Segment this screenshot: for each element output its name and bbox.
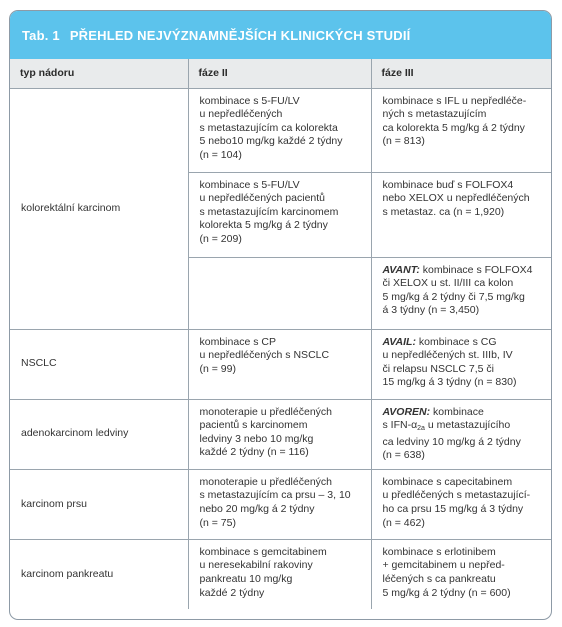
phase-2-cell: kombinace s 5-FU/LV u nepředléčených s metastazujícím ca kolorekta 5 nebo10 mg/kg každé 2 týdny (n = 104) (188, 88, 371, 172)
phase-3-cell: kombinace buď s FOLFOX4 nebo XELOX u nepředléčených s metastaz. ca (n = 1,920) (371, 172, 552, 257)
table-title-bar (10, 11, 551, 59)
table-title: PŘEHLED NEJVÝZNAMNĚJŠÍCH KLINICKÝCH STUDIÍ (69, 27, 411, 43)
header-phase-3: fáze III (371, 59, 552, 88)
trial-name: AVANT: (382, 263, 420, 276)
tumor-type-cell: NSCLC (10, 329, 188, 399)
table-row (10, 399, 552, 469)
tumor-type-cell: kolorektální karcinom (10, 88, 188, 329)
header-tumor-type: typ nádoru (10, 59, 188, 88)
phase-3-cell: kombinace s erlotinibem + gemcitabinem u nepřed- léčených s ca pankreatu 5 mg/kg á 2 týdny (n = 600) (382, 545, 511, 599)
table-frame (9, 10, 552, 620)
phase-3-cell: AVANT: kombinace s FOLFOX4 či XELOX u st. II/III ca kolon 5 mg/kg á 2 týdny či 7,5 mg/kg á 3 týdny (n = 3,450) (371, 257, 552, 329)
trial-name: AVOREN: (382, 405, 431, 418)
clinical-trials-table (10, 59, 552, 609)
phase-3-cell: kombinace s capecitabinem u předléčených s metastazující- ho ca prsu 15 mg/kg á 3 týdny (n = 462) (371, 469, 552, 539)
trial-name: AVAIL: (382, 335, 416, 348)
tumor-type-cell: karcinom prsu (10, 469, 188, 539)
phase-2-cell: monoterapie u předléčených pacientů s karcinomem ledviny 3 nebo 10 mg/kg každé 2 týdny (n = 116) (188, 399, 371, 469)
phase-2-cell: kombinace s CP u nepředléčených s NSCLC (n = 99) (188, 329, 371, 399)
table-row (10, 469, 552, 539)
table-row (10, 329, 552, 399)
phase-2-cell: monoterapie u předléčených s metastazujícím ca prsu – 3, 10 nebo 20 mg/kg á 2 týdny (n = 75) (188, 469, 371, 539)
phase-3-cell: AVAIL: kombinace s CG u nepředléčených st. IIIb, IV či relapsu NSCLC 7,5 či 15 mg/kg á 3 týdny (n = 830) (371, 329, 552, 399)
table-row (10, 539, 552, 609)
header-phase-2: fáze II (188, 59, 371, 88)
tumor-type-cell: adenokarcinom ledviny (10, 399, 188, 469)
table-row (10, 88, 552, 172)
phase-2-cell-empty (188, 257, 371, 329)
header-row (10, 59, 552, 88)
phase-3-cell: AVOREN: kombinace s IFN-$\alpha_{2a}$ u metastazujícího ca ledviny 10 mg/kg á 2 týdny (n = 638) (371, 399, 552, 469)
table-number: Tab. 1 (22, 27, 60, 43)
tumor-type-cell: karcinom pankreatu (10, 539, 188, 609)
phase-3-cell: kombinace s IFL u nepředléče- ných s metastazujícím ca kolorekta 5 mg/kg á 2 týdny (n = 813) (371, 88, 552, 172)
phase-2-cell: kombinace s 5-FU/LV u nepředléčených pacientů s metastazujícím karcinomem kolorekta 5 mg/kg á 2 týdny (n = 209) (188, 172, 371, 257)
phase-2-cell: kombinace s gemcitabinem u neresekabilní rakoviny pankreatu 10 mg/kg každé 2 týdny (188, 539, 371, 609)
